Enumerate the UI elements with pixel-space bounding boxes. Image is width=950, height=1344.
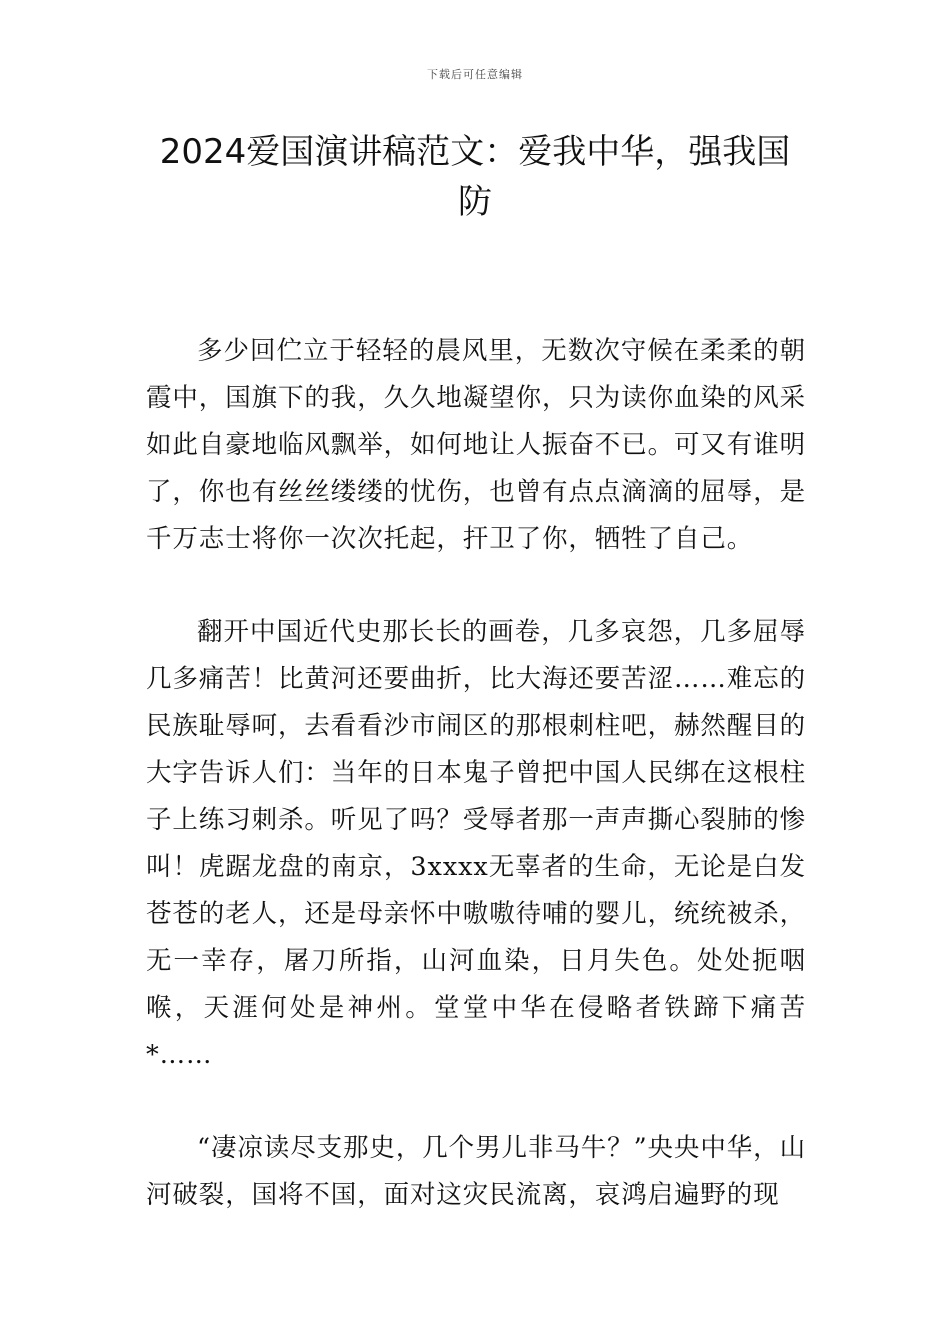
paragraph-2: 翻开中国近代史那长长的画卷，几多哀怨，几多屈辱几多痛苦！比黄河还要曲折，比大海还要苦涩……难忘的民族耻辱呵，去看看沙市闹区的那根刺柱吧，赫然醒目的大字告诉人们：当年的日本鬼子曾把中国人民绑在这根柱子上练习刺杀。听见了吗？受辱者那一声声撕心裂肺的惨叫！虎踞龙盘的南京，3xxxx无辜者的生命，无论是白发苍苍的老人，还是母亲怀中嗷嗷待哺的婴儿，统统被杀，无一幸存，屠刀所指，山河血染，日月失色。处处扼咽喉，天涯何处是神州。堂堂中华在侵略者铁蹄下痛苦*…… [146,617,807,1070]
paragraph-1: 多少回伫立于轻轻的晨风里，无数次守候在柔柔的朝霞中，国旗下的我，久久地凝望你，只为读你血染的风采如此自豪地临风飘举，如何地让人振奋不已。可又有谁明了，你也有丝丝缕缕的忧伤，也曾有点点滴滴的屈辱，是千万志士将你一次次托起，扞卫了你，牺牲了自己。 [146,336,807,554]
paragraph-3: “凄凉读尽支那史，几个男儿非马牛？”央央中华，山河破裂，国将不国，面对这灾民流离，哀鸿启遍野的现 [146,1133,806,1210]
document-title: 2024爱国演讲稿范文：爱我中华，强我国防 [159,132,791,222]
header-note: 下载后可任意编辑 [427,68,523,81]
document-body [146,328,806,1265]
